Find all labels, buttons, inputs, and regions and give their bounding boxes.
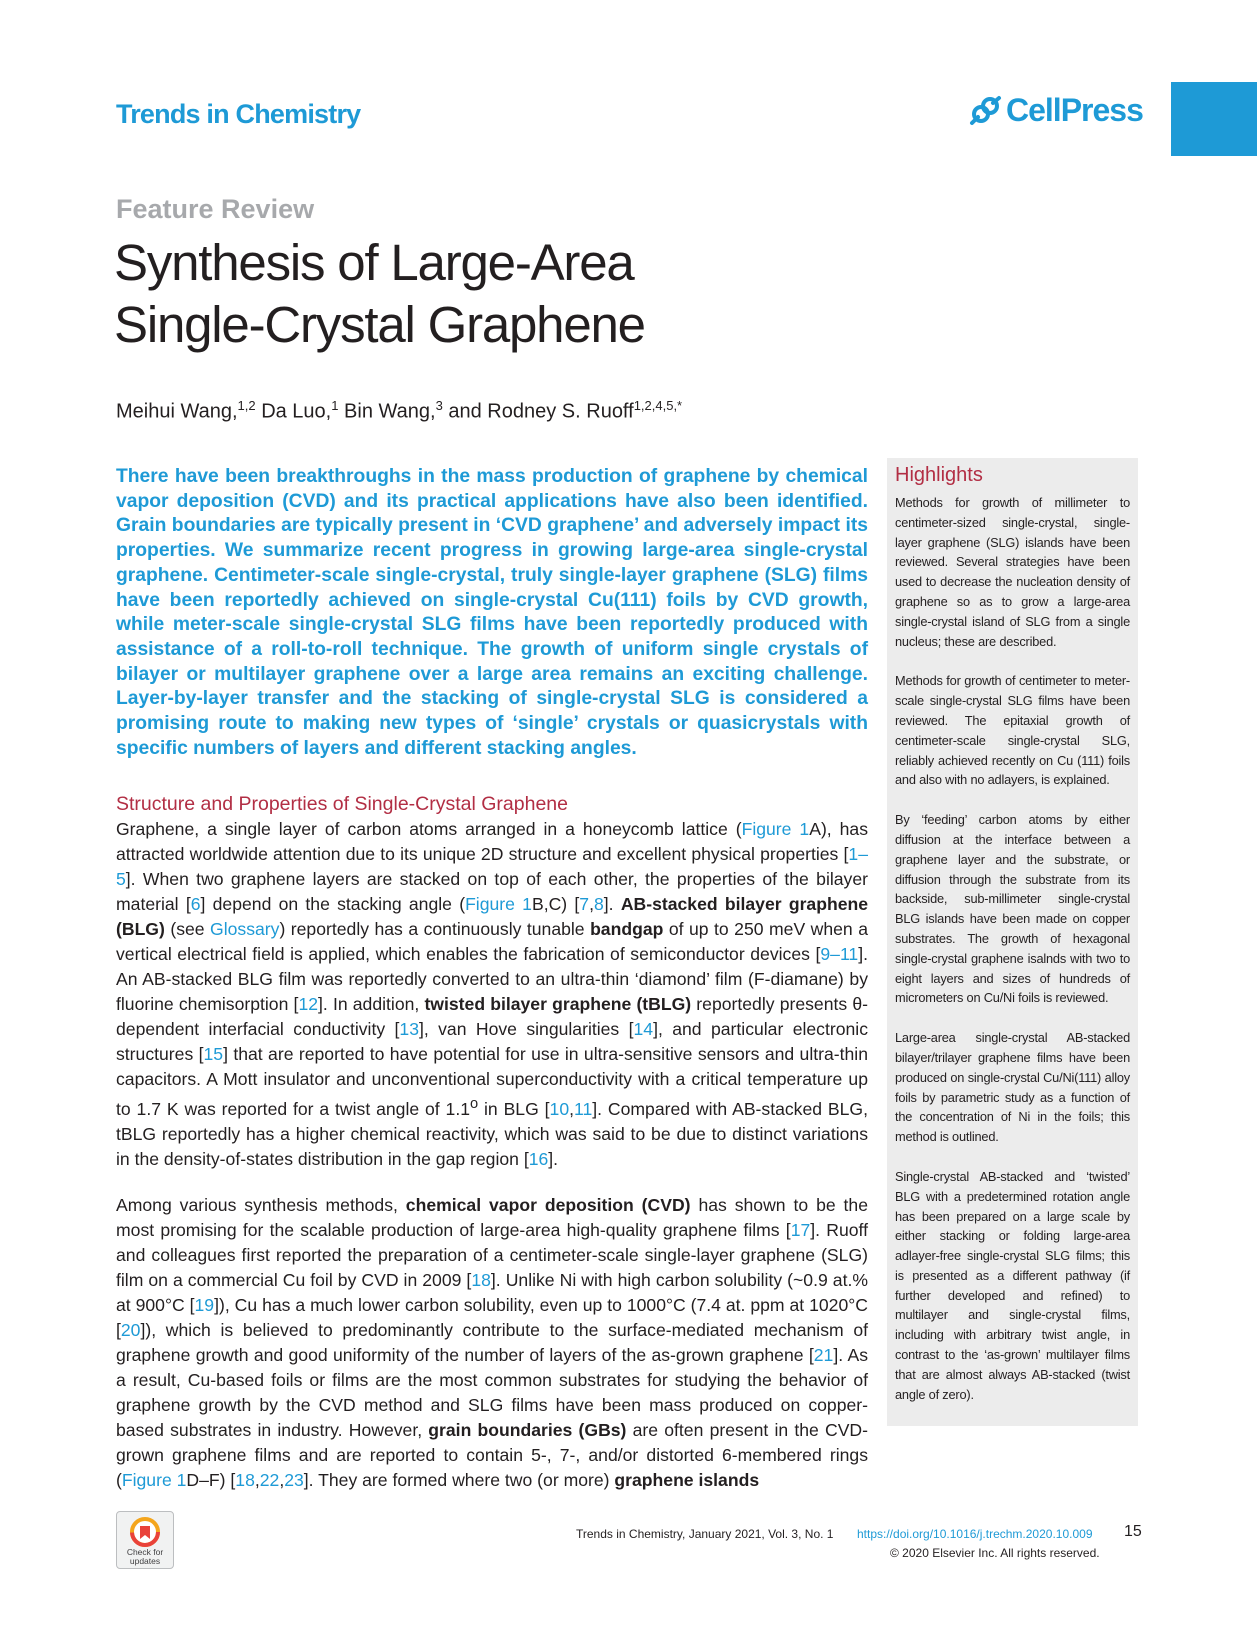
reference-link[interactable]: 11 [574, 1098, 593, 1119]
author-name: and Rodney S. Ruoff [448, 400, 634, 423]
body-text: ]. In addition, [318, 994, 425, 1014]
body-paragraph-1 [116, 817, 868, 1172]
reference-link[interactable]: 18 [235, 1470, 255, 1490]
article-title [114, 232, 645, 356]
cellpress-link-icon [968, 95, 1002, 127]
reference-link[interactable]: 15 [203, 1044, 224, 1064]
highlight-item: Methods for growth of millimeter to centimeter-sized single-crystal, single-layer graphene (SLG) islands have been reviewed. Several strategies have been used to decrease the nucleation density of graphene so as to grow a large-area single-crystal island of SLG from a single nucleus; these are described. [895, 495, 1130, 649]
author-list [116, 398, 682, 424]
journal-name: Trends in Chemistry [116, 99, 361, 129]
reference-link[interactable]: 8 [593, 894, 604, 914]
body-text: of up to 250 meV when a vertical electrical field is applied, which enables the fabrication of semiconductor devices [ [116, 919, 868, 964]
body-text: , [589, 894, 594, 914]
reference-link[interactable]: 17 [790, 1220, 811, 1240]
abstract: There have been breakthroughs in the mass production of graphene by chemical vapor deposition (CVD) and its practical applications have also been identified. Grain boundaries are typically present in ‘CVD graphene’ and adversely impact its properties. We summarize recent progress in growing large-area single-crystal graphene. Centimeter-scale single-crystal, truly single-layer graphene (SLG) films have been reportedly achieved on single-crystal Cu(111) foils by CVD growth, while meter-scale single-crystal SLG films have been reportedly produced with assistance of a roll-to-roll technique. The growth of uniform single crystals of bilayer or multilayer graphene over a large area remains an exciting challenge. Layer-by-layer transfer and the stacking of single-crystal SLG is considered a promising route to making new types of ‘single’ crystals or quasicrystals with specific numbers of layers and different stacking angles. [116, 466, 868, 759]
check-updates-label: Check for updates [126, 1547, 164, 1566]
glossary-term: bandgap [590, 919, 664, 939]
section-heading: Structure and Properties of Single-Crystal Graphene [116, 793, 568, 815]
body-text: ]), Cu has a much lower carbon solubility, even up to 1000°C (7.4 at. ppm at 1020°C [ [116, 1295, 868, 1340]
journal-citation: Trends in Chemistry, January 2021, Vol. 3, No. 1 [576, 1527, 834, 1541]
glossary-term: twisted bilayer graphene (tBLG) [424, 994, 692, 1014]
reference-link[interactable]: 12 [298, 994, 319, 1014]
highlight-item: Large-area single-crystal AB-stacked bilayer/trilayer graphene films have been produced on single-crystal Cu/Ni(111) alloy foils by parametric study as a function of the concentration of Ni in the foils; this method is outlined. [895, 1030, 1130, 1145]
highlights-box [887, 458, 1138, 1426]
body-text: Graphene, a single layer of carbon atoms arranged in a honeycomb lattice ( [116, 819, 742, 839]
glossary-term: grain boundaries (GBs) [428, 1420, 627, 1440]
author-name: Meihui Wang, [116, 400, 238, 423]
body-text: , [254, 1470, 260, 1490]
author-name: Bin Wang, [344, 400, 436, 423]
reference-link[interactable]: Figure 1 [465, 894, 532, 914]
highlights-title: Highlights [895, 464, 983, 486]
article-title-line-1: Synthesis of Large-Area [114, 234, 634, 291]
reference-link[interactable]: 1–5 [116, 844, 868, 889]
cellpress-logo-text: CellPress [1006, 92, 1143, 128]
body-text: ]. [548, 1148, 559, 1169]
reference-link[interactable]: 16 [528, 1148, 549, 1169]
highlight-item: By ‘feeding’ carbon atoms by either diffusion at the interface between a graphene layer and the substrate, or diffusion through the substrate from its backside, sub-millimeter single-crystal BLG islands have been made on copper substrates. The growth of hexagonal single-crystal graphene isalnds with two to eight layers and sizes of hundreds of micrometers on Cu/Ni foils is reviewed. [895, 812, 1130, 1006]
reference-link[interactable]: Figure 1 [741, 819, 810, 839]
reference-link[interactable]: Glossary [210, 919, 280, 939]
body-text: reportedly presents θ-dependent interfacial conductivity [ [116, 994, 868, 1039]
author-affiliation: 1 [331, 398, 339, 413]
body-text: ]. An AB-stacked BLG film was reportedly converted to an ultra-thin ‘diamond’ film (F-diamane) by fluorine chemisorption [ [116, 944, 868, 1014]
body-text: ) reportedly has a continuously tunable [279, 919, 591, 939]
reference-link[interactable]: 22 [259, 1470, 280, 1490]
body-text: ]), which is believed to predominantly contribute to the surface-mediated mechanism of graphene growth and good uniformity of the number of layers of the as-grown graphene [ [116, 1320, 868, 1365]
body-text: ]. [603, 894, 621, 914]
glossary-term: graphene islands [614, 1470, 760, 1490]
reference-link[interactable]: 10 [549, 1098, 570, 1119]
author-affiliation: 3 [435, 398, 443, 413]
reference-link[interactable]: 18 [471, 1270, 491, 1290]
author-name: Da Luo, [261, 400, 332, 423]
reference-link[interactable]: 13 [399, 1019, 419, 1039]
highlight-item: Methods for growth of centimeter to meter-scale single-crystal SLG films have been reviewed. The epitaxial growth of centimeter-scale single-crystal SLG, reliably achieved recently on Cu (111) foils and also with no adlayers, is explained. [895, 673, 1130, 788]
body-text: ]. Ruoff and colleagues first reported the preparation of a centimeter-scale single-layer graphene (SLG) film on a commercial Cu foil by CVD in 2009 [ [116, 1220, 869, 1290]
body-text: Among various synthesis methods, [116, 1195, 406, 1215]
body-text: ], and particular electronic structures [ [116, 1019, 868, 1064]
reference-link[interactable]: 19 [194, 1295, 215, 1315]
copyright-notice: © 2020 Elsevier Inc. All rights reserved. [890, 1546, 1100, 1560]
body-text: ], van Hove singularities [ [418, 1019, 634, 1039]
body-text: has shown to be the most promising for the scalable production of large-area high-quality graphene films [ [116, 1195, 868, 1240]
body-text: D–F) [ [186, 1470, 236, 1490]
article-type: Feature Review [116, 194, 315, 224]
body-text: ]. They are formed where two (or more) [303, 1470, 615, 1490]
reference-link[interactable]: Figure 1 [121, 1470, 187, 1490]
glossary-term: chemical vapor deposition (CVD) [405, 1195, 691, 1215]
body-text: ] that are reported to have potential for use in ultra-sensitive sensors and ultra-thin capacitors. A Mott insulator and unconventional superconductivity with a critical temperature up to 1.7 K was reported for a twist angle of 1.1 [116, 1044, 868, 1119]
body-text: , [279, 1470, 285, 1490]
reference-link[interactable]: 21 [813, 1345, 834, 1365]
body-text: B,C) [ [531, 894, 580, 914]
body-text: ] depend on the stacking angle ( [200, 894, 466, 914]
body-text: ]. Compared with AB-stacked BLG, tBLG reportedly has a higher chemical reactivity, which was said to be due to distinct variations in the density-of-states distribution in the gap region [ [116, 1098, 869, 1169]
author-affiliation: 1,2 [237, 398, 256, 413]
check-for-updates-button[interactable] [116, 1511, 174, 1569]
doi-link[interactable]: https://doi.org/10.1016/j.trechm.2020.10.009 [857, 1527, 1093, 1541]
reference-link[interactable]: 14 [633, 1019, 654, 1039]
header-accent-tab [1171, 82, 1257, 156]
body-text: ]. Unlike Ni with high carbon solubility (~0.9 at.% at 900°C [ [116, 1270, 868, 1315]
body-text: are often present in the CVD-grown graphene films and are reported to contain 5-, 7-, and/or distorted 6-membered rings ( [116, 1420, 868, 1490]
cellpress-logo[interactable] [968, 92, 1143, 129]
reference-link[interactable]: 6 [190, 894, 201, 914]
body-paragraph-2 [116, 1193, 868, 1493]
check-updates-icon [130, 1517, 160, 1547]
body-text: ]. When two graphene layers are stacked on top of each other, the properties of the bilayer material [ [116, 869, 868, 914]
body-text: , [569, 1098, 574, 1119]
reference-link[interactable]: 9–11 [820, 944, 859, 964]
body-text: ]. As a result, Cu-based foils or films are the most common substrates for studying the behavior of graphene growth by the CVD method and SLG films have been mass produced on copper-based substrates in industry. However, [116, 1345, 869, 1440]
body-text: (see [164, 919, 211, 939]
body-text: in BLG [ [478, 1098, 550, 1119]
glossary-term: AB-stacked bilayer graphene (BLG) [116, 894, 869, 939]
highlight-item: Single-crystal AB-stacked and ‘twisted’ BLG with a predetermined rotation angle has been prepared on a large scale by either stacking or folding large-area adlayer-free single-crystal SLG films; this is presented as a different pathway (if further developed and refined) to multilayer and single-crystal films, including with arbitrary twist angle, in contrast to the ‘as-grown’ multilayer films that are almost always AB-stacked (twist angle of zero). [895, 1168, 1130, 1402]
author-affiliation: 1,2,4,5,* [633, 398, 683, 413]
body-text: A), has attracted worldwide attention due to its unique 2D structure and excellent physical properties [ [116, 819, 869, 864]
article-title-line-2: Single-Crystal Graphene [114, 296, 645, 353]
page-number: 15 [1124, 1523, 1142, 1540]
reference-link[interactable]: 20 [120, 1320, 141, 1340]
reference-link[interactable]: 23 [284, 1470, 304, 1490]
reference-link[interactable]: 7 [579, 894, 590, 914]
degree-superscript: o [470, 1096, 479, 1112]
